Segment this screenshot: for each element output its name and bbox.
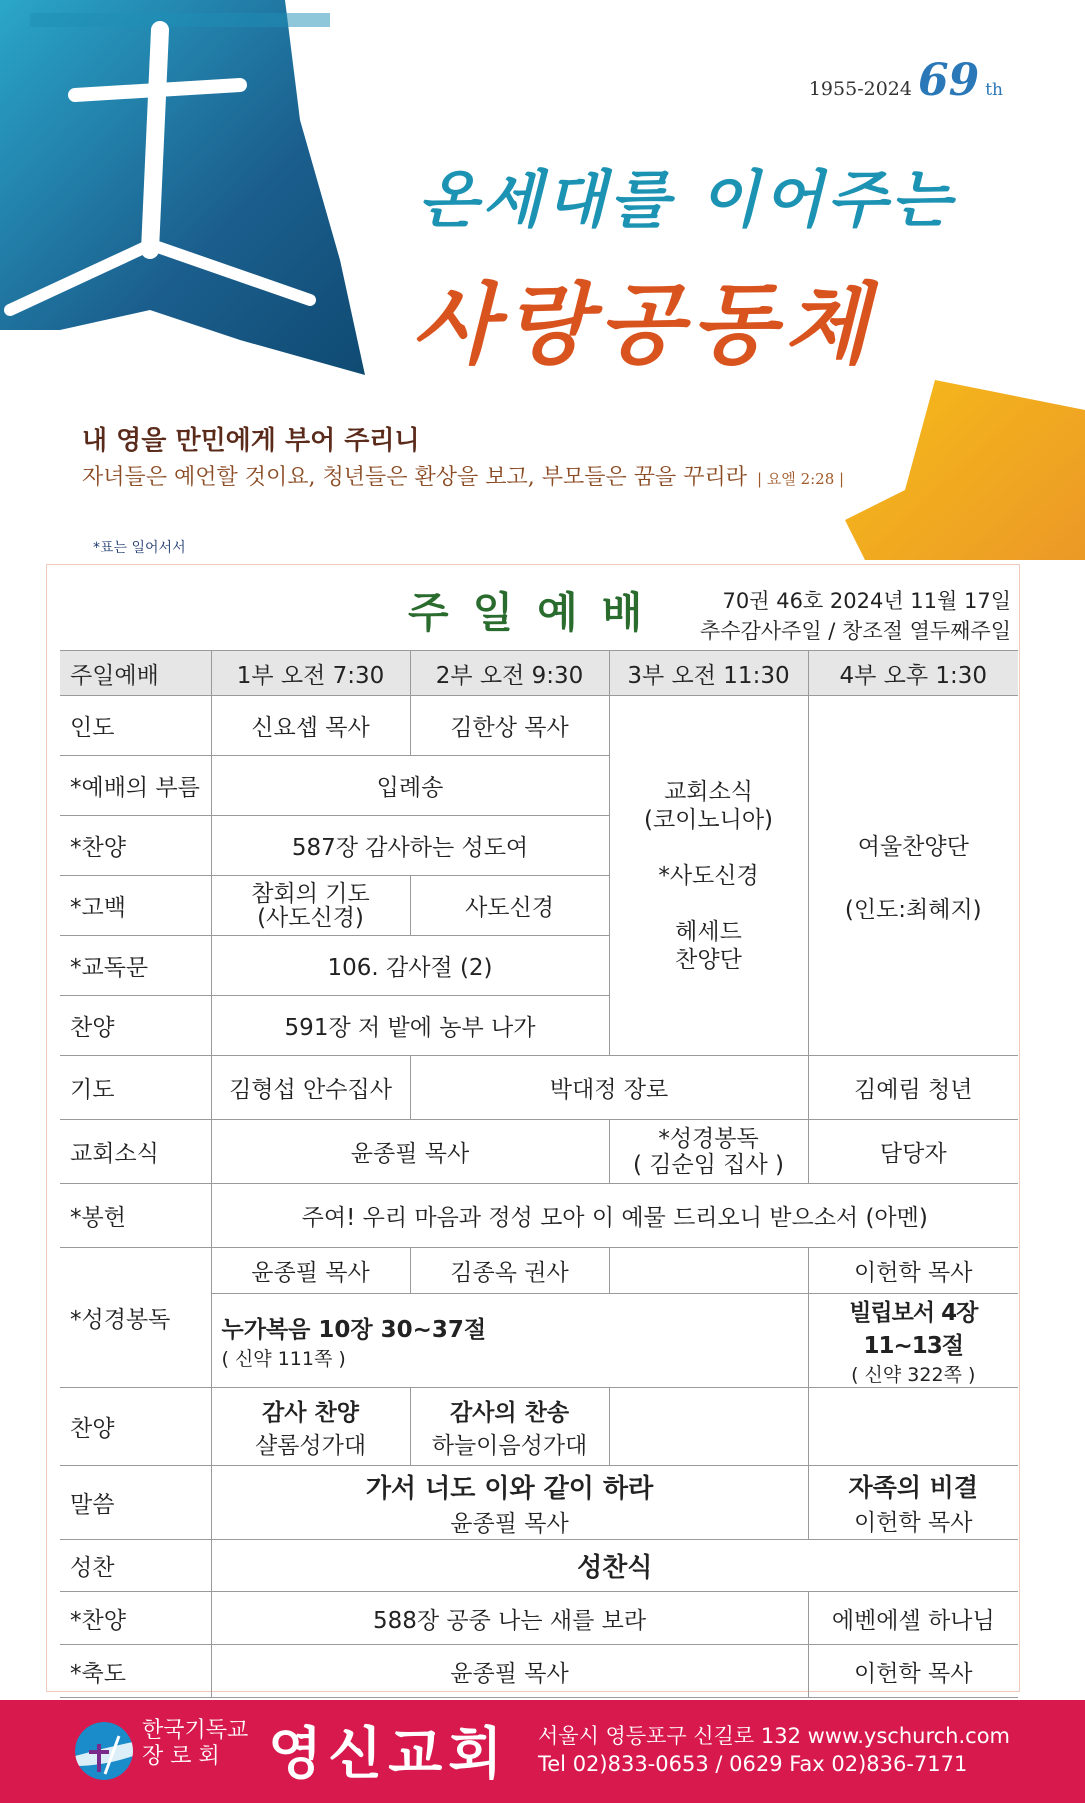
cell-line: *성경봉독: [658, 1125, 759, 1152]
block-text: 헤세드: [675, 918, 742, 945]
row-label: 말씀: [60, 1466, 211, 1540]
cell: 윤종필 목사: [211, 1645, 808, 1698]
cell: 성찬식: [211, 1540, 1018, 1592]
occasion-info: 추수감사주일 / 창조절 열두째주일: [699, 619, 1011, 643]
cell: [808, 1466, 1018, 1540]
block-text: 교회소식: [664, 778, 753, 805]
cell: 588장 공중 나는 새를 보라: [211, 1592, 808, 1645]
verse-text: [82, 460, 844, 491]
block-text: (코이노니아): [643, 806, 774, 833]
sermon-title: 가서 너도 이와 같이 하라: [365, 1473, 654, 1504]
block-text: 찬양단: [675, 946, 742, 973]
cell: [609, 1120, 808, 1184]
scripture-main: 빌립보서 4장 11~13절: [849, 1300, 978, 1359]
preacher: 윤종필 목사: [450, 1510, 569, 1537]
cell-line: 하늘이음성가대: [431, 1432, 588, 1459]
table-row: [60, 1540, 1018, 1592]
block-text: 여울찬양단: [857, 833, 969, 860]
address: 서울시 영등포구 신길로 132 www.yschurch.com: [538, 1724, 1011, 1748]
table-row: [60, 1388, 1018, 1466]
verse-title: 내 영을 만민에게 부어 주리니: [82, 426, 420, 456]
cell: 사도신경: [410, 876, 609, 936]
cell-line: 감사 찬양: [262, 1399, 359, 1426]
row-label: *예배의 부름: [60, 756, 211, 816]
cell: 이헌학 목사: [808, 1248, 1018, 1294]
denomination: [142, 1718, 248, 1770]
service-title: 주일예배: [408, 588, 667, 637]
denomination-line: 장 로 회: [142, 1744, 220, 1769]
anniversary-mark: [809, 55, 1003, 106]
church-footer: [0, 1700, 1085, 1803]
header-artwork: [0, 0, 1085, 560]
service-meta: [700, 586, 1011, 646]
table-row: [60, 1120, 1018, 1184]
cell-line: 샬롬성가대: [254, 1432, 367, 1459]
header-cell: 1부 오전 7:30: [211, 651, 410, 696]
service3-block: [609, 696, 808, 1056]
cell: 이헌학 목사: [808, 1645, 1018, 1698]
cell-line: 참회의 기도: [251, 880, 370, 907]
verse-body: 자녀들은 예언할 것이요, 청년들은 환상을 보고, 부모들은 꿈을 꾸리라: [82, 465, 747, 490]
row-label: 기도: [60, 1056, 211, 1120]
cell-line: (사도신경): [257, 904, 364, 931]
table-row: [60, 696, 1018, 756]
block-text: *사도신경: [658, 862, 759, 889]
row-label: *봉헌: [60, 1184, 211, 1248]
cell-line: 감사의 찬송: [449, 1399, 570, 1426]
anniversary-number: 69: [917, 55, 980, 106]
cell: 106. 감사절 (2): [211, 936, 609, 996]
cell: [609, 1248, 808, 1294]
cell: [211, 1466, 808, 1540]
blue-brush-shape: [0, 0, 370, 380]
header-cell: 4부 오후 1:30: [808, 651, 1018, 696]
table-row: [60, 1056, 1018, 1120]
preacher: 이헌학 목사: [854, 1510, 973, 1536]
cell: 주여! 우리 마음과 정성 모아 이 예물 드리오니 받으소서 (아멘): [211, 1184, 1018, 1248]
church-name: 영신교회: [268, 1722, 509, 1787]
cell: 신요셉 목사: [211, 696, 410, 756]
service4-block: [808, 696, 1018, 1056]
table-row: [60, 1592, 1018, 1645]
cell: [211, 1388, 410, 1466]
denomination-line: 한국기독교: [142, 1718, 249, 1743]
church-contact: [538, 1722, 1010, 1778]
header-cell: 주일예배: [60, 651, 211, 696]
cell: [211, 1294, 808, 1388]
worship-order-table: [60, 650, 1018, 1698]
table-header-row: [60, 651, 1018, 696]
row-label: 찬양: [60, 1388, 211, 1466]
cell: 에벤에셀 하나님: [808, 1592, 1018, 1645]
cell: 김한상 목사: [410, 696, 609, 756]
cell-line: ( 김순임 집사 ): [633, 1151, 784, 1178]
cell: 박대정 장로: [410, 1056, 808, 1120]
cell: 입례송: [211, 756, 609, 816]
standing-note: *표는 일어서서: [93, 540, 186, 556]
issue-info: 70권 46호 2024년 11월 17일: [722, 589, 1011, 613]
cell: [410, 1388, 609, 1466]
cell: 윤종필 목사: [211, 1248, 410, 1294]
slogan-line-2: 사랑공동체: [412, 272, 878, 376]
scripture-page: ( 신약 111쪽 ): [221, 1347, 346, 1370]
anniversary-years: 1955-2024: [808, 78, 912, 100]
scripture-main: 누가복음 10장 30~37절: [221, 1316, 487, 1343]
verse-reference: | 요엘 2:28 |: [757, 470, 845, 488]
table-row: [60, 1645, 1018, 1698]
header-cell: 2부 오전 9:30: [410, 651, 609, 696]
row-label: 교회소식: [60, 1120, 211, 1184]
cell: [808, 1388, 1018, 1466]
church-logo-icon: [75, 1722, 133, 1780]
table-row: [60, 1248, 1018, 1294]
table-row: [60, 1466, 1018, 1540]
cell: 담당자: [808, 1120, 1018, 1184]
cell: [609, 1388, 808, 1466]
cell: 김형섭 안수집사: [211, 1056, 410, 1120]
cell: [808, 1294, 1018, 1388]
row-label: *찬양: [60, 1592, 211, 1645]
row-label: *고백: [60, 876, 211, 936]
row-label: *교독문: [60, 936, 211, 996]
table-row: [60, 1184, 1018, 1248]
cell: 김예림 청년: [808, 1056, 1018, 1120]
row-label: *찬양: [60, 816, 211, 876]
orange-brush-shape: [825, 370, 1085, 560]
cell: 591장 저 밭에 농부 나가: [211, 996, 609, 1056]
sermon-title: 자족의 비결: [848, 1473, 978, 1502]
row-label: 찬양: [60, 996, 211, 1056]
slogan-line-1: 온세대를 이어주는: [418, 163, 955, 236]
row-label: *축도: [60, 1645, 211, 1698]
row-label: 성찬: [60, 1540, 211, 1592]
cell: 587장 감사하는 성도여: [211, 816, 609, 876]
cell: 윤종필 목사: [211, 1120, 609, 1184]
phone-fax: Tel 02)833-0653 / 0629 Fax 02)836-7171: [538, 1752, 968, 1776]
cell: [211, 876, 410, 936]
block-text: (인도:최혜지): [844, 896, 982, 923]
scripture-page: ( 신약 322쪽 ): [851, 1364, 976, 1386]
row-label: *성경봉독: [60, 1248, 211, 1388]
anniversary-suffix: th: [985, 80, 1003, 100]
header-cell: 3부 오전 11:30: [609, 651, 808, 696]
cell: 김종옥 권사: [410, 1248, 609, 1294]
row-label: 인도: [60, 696, 211, 756]
